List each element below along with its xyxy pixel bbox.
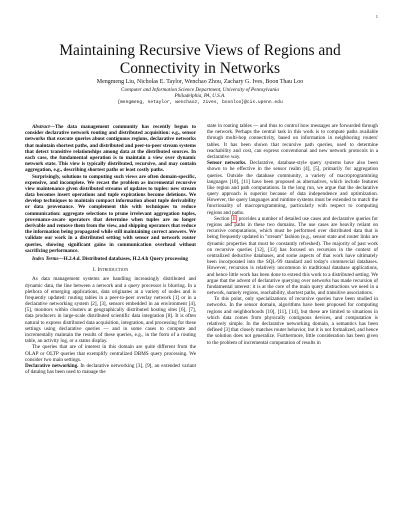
left-column (25, 124, 196, 375)
right-paragraph-2-text: Declarative, database-style query systems have also been shown to be effective in the sensor realm [4], [5], primarily for aggregation queries. Outside the database community, a variety of macroprogramming languages [10], [11] have been proposed as alternatives, which include features like region and path computations. In the long run, we argue that the declarative query approach is superior because of data independence and optimization. However, the query languages and runtime systems must be extended to match the functionality of macroprogramming, particularly with respect to computing regions and paths. (207, 160, 378, 216)
abstract-lead: Abstract (32, 124, 50, 130)
intro-paragraph-3-text: In declarative networking [3], [9], an extended variant of datalog has been used to manage the (25, 362, 197, 376)
intro-paragraph-1: As data management systems are handling increasingly distributed and dynamic data, the line between a network and a query processor is blurring. In a plethora of emerging applications, data originates at a variety of nodes and is frequently updated: routing tables in a peer-to-peer overlay network [1] or in a declarative networking system [2], [3], sensors embedded in an environment [4], [5], monitors within clusters at geographically distributed hosting sites [6], [7], data producers in large-scale distributed scientific data integration [8]. It is often natural to express distributed data acquisition, integration, and processing for these settings using declarative queries — and in some cases to compute and incrementally maintain the results of these queries, e.g., in the form of a routing table, an activity log, or a status display. (25, 276, 196, 345)
author-emails: {mengmeng, netaylor, wenchaoz, zives, boonloo}@cis.upenn.edu (117, 100, 283, 105)
intro-paragraph-3 (25, 363, 196, 375)
right-paragraph-1: state in routing tables — and thus to control how messages are forwarded through the network. Perhaps the central task in this work is to compute paths available through multi-hop connectivity, based on information in neighboring routers' tables. It has been shown that recursive path queries, used to determine reachability and cost, can express conventional and new network protocols in a declarative way. (207, 123, 378, 160)
right-paragraph-3 (207, 216, 378, 296)
runin-heading-declarative-networking: Declarative networking. (25, 362, 79, 369)
index-terms (25, 256, 196, 262)
right-paragraph-4: To this point, only specializations of recursive queries have been studied in networks. In the sensor domain, algorithms have been proposed for computing regions and neighborhoods [10], [11], [14], but these are limited to situations in which data comes from physically contiguous devices, and computation is relatively simple. In the declarative networking domain, a semantics has been defined [3] that closely matches router behavior, but it is not formalized, and hence the solution does not generalize. Furthermore, little consideration has been given to the problem of incremental computation of results in (207, 296, 378, 346)
affiliation-line-1: Computer and Information Science Department, University of Pennsylvania (121, 87, 279, 93)
runin-heading-sensor-networks: Sensor networks. (207, 160, 247, 167)
page-number: 1 (375, 14, 378, 19)
intro-paragraph-2: The queries that are of interest in this domain are quite different from the OLAP or OLTP queries that exemplify centralized DBMS query processing. We consider two main settings. (25, 344, 196, 363)
affiliation (0, 87, 400, 100)
right-column (207, 123, 378, 346)
paper-title (0, 42, 400, 77)
section-heading-introduction: I. Introduction (92, 267, 129, 274)
abstract-paragraph-1: —The data management community has recently begun to consider declarative network routing and distributed acquisition: e.g., sensor networks that execute queries about contiguous regions, declarative networks that maintain shortest paths, and distributed and peer-to-peer stream systems that detect transitive relationships among data at the distributed sources. In each case, the fundamental operation is to maintain a view over dynamic network state. This view is typically distributed, recursive, and may contain aggregation, e.g., describing shortest paths or least costly paths. (25, 124, 196, 174)
index-terms-text: —H.2.4.d. Distributed databases, H.2.4.h Query processing (58, 255, 188, 262)
title-line-2: Connectivity in Networks (119, 59, 281, 77)
right-paragraph-3-rest: provides a number of detailed use cases and declarative queries for regions and paths in these two domains. The use cases are heavily reliant on recursive computations, which must be performed over distributed data that is being frequently updated in "stream" fashion (e.g., sensor state and router links are dynamic properties that must be constantly refreshed). The majority of past work on recursive queries [12], [13] has focused on recursion in the context of centralized deductive databases, and some aspects of that work have ultimately been incorporated into the SQL-99 standard and today's commercial databases. However, recursion is relatively uncommon in traditional database applications, and hence little work has been done to extend this work to a distributed setting. We argue that the advent of declarative querying over networks has made recursion of fundamental interest: it is at the core of the main query abstractions we need in a network, namely regions, reachability, shortest paths, and transitive associations. (207, 215, 378, 297)
title-line-1: Maintaining Recursive Views of Regions and (59, 42, 341, 59)
right-paragraph-2 (207, 160, 378, 216)
abstract-paragraph-2: Surprisingly, solutions to computing such views are often domain-specific, expensive, and incomplete. We recast the problem as incremental recursive view maintenance given distributed streams of updates to tuples: new stream data becomes insert operations and tuple expirations become deletions. We develop techniques to maintain compact information about tuple derivability or data provenance. We complement this with techniques to reduce communication: aggregate selections to prune irrelevant aggregation tuples, provenance-aware operators that determine when tuples are no longer derivable and remove them from the view, and shipping operators that reduce the information being propagated while still maintaining correct answers. We validate our work in a distributed setting with sensor and network router queries, showing significant gains in communication overhead without sacrificing performance. (25, 173, 196, 254)
author-list: Mengmeng Liu, Nicholas E. Taylor, Wenchao Zhou, Zachary G. Ives, Boon Thau Loo (96, 79, 304, 85)
index-terms-label: Index Terms (32, 255, 59, 262)
right-paragraph-3-start: Section (214, 215, 231, 222)
section-cross-reference-link[interactable]: II (232, 215, 236, 222)
affiliation-line-2: Philadelphia, PA, U.S.A. (174, 93, 226, 100)
abstract (25, 124, 196, 254)
